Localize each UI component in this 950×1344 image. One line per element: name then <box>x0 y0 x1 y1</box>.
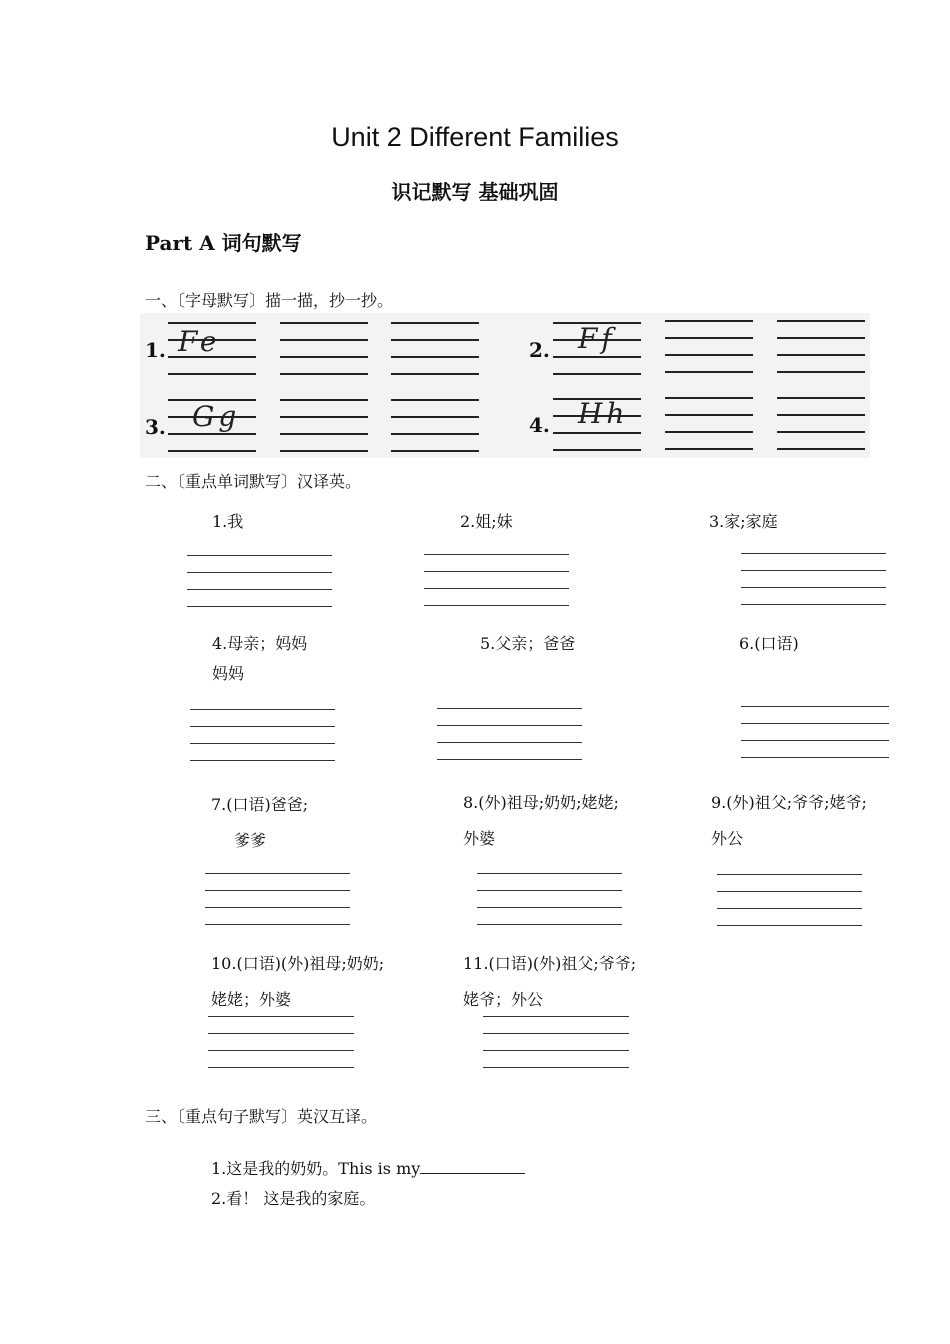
answer-lines[interactable] <box>483 1016 629 1068</box>
sentence-item: 2.看！ 这是我的家庭。 <box>211 1189 376 1208</box>
sentence-item: 1.这是我的奶奶。This is my <box>211 1154 525 1184</box>
answer-lines[interactable] <box>717 874 862 926</box>
copy-lines[interactable] <box>391 399 479 452</box>
trace-letters: Fe <box>178 325 221 358</box>
copy-lines[interactable] <box>665 320 753 373</box>
answer-lines[interactable] <box>190 709 335 761</box>
trace-letters: Gg <box>192 400 241 433</box>
copy-lines[interactable] <box>777 320 865 373</box>
section3-heading: 三、〔重点句子默写〕英汉互译。 <box>145 1107 378 1126</box>
answer-lines[interactable] <box>741 706 889 758</box>
section1-heading: 一、〔字母默写〕描一描，抄一抄。 <box>145 291 394 310</box>
letter-row-number: 3. <box>145 415 166 439</box>
answer-lines[interactable] <box>208 1016 354 1068</box>
vocab-item: 2.姐;妹 <box>460 512 513 531</box>
vocab-item: 4.母亲；妈妈 妈妈 <box>212 634 308 683</box>
copy-lines[interactable] <box>280 322 368 375</box>
answer-lines[interactable] <box>477 873 622 925</box>
copy-lines[interactable] <box>665 397 753 450</box>
answer-lines[interactable] <box>437 708 582 760</box>
vocab-item: 11.(口语)(外)祖父;爷爷; 姥爷；外公 <box>463 954 637 1009</box>
vocab-item: 5.父亲；爸爸 <box>480 634 576 653</box>
trace-letters: Ff <box>578 322 616 355</box>
vocab-item: 10.(口语)(外)祖母;奶奶; 姥姥；外婆 <box>211 954 385 1009</box>
section2-heading: 二、〔重点单词默写〕汉译英。 <box>145 472 362 491</box>
answer-lines[interactable] <box>187 555 332 607</box>
vocab-item: 9.(外)祖父;爷爷;姥爷; 外公 <box>711 793 867 848</box>
answer-lines[interactable] <box>205 873 350 925</box>
trace-letters: Hh <box>578 397 629 430</box>
vocab-item: 7.(口语)爸爸; 爹爹 <box>211 795 309 850</box>
answer-lines[interactable] <box>741 553 886 605</box>
copy-lines[interactable] <box>280 399 368 452</box>
answer-blank[interactable] <box>420 1157 525 1174</box>
answer-lines[interactable] <box>424 554 569 606</box>
letter-row-number: 2. <box>529 338 550 362</box>
letter-row-number: 1. <box>145 338 166 362</box>
letter-row-number: 4. <box>529 413 550 437</box>
copy-lines[interactable] <box>391 322 479 375</box>
page-title: Unit 2 Different Families <box>331 122 619 152</box>
copy-lines[interactable] <box>777 397 865 450</box>
vocab-item: 1.我 <box>212 512 244 531</box>
vocab-item: 6.(口语) <box>739 634 799 653</box>
part-a-heading: Part A 词句默写 <box>145 231 302 255</box>
vocab-item: 8.(外)祖母;奶奶;姥姥; 外婆 <box>463 793 619 848</box>
page-subtitle: 识记默写 基础巩固 <box>391 180 559 204</box>
vocab-item: 3.家;家庭 <box>709 512 778 531</box>
